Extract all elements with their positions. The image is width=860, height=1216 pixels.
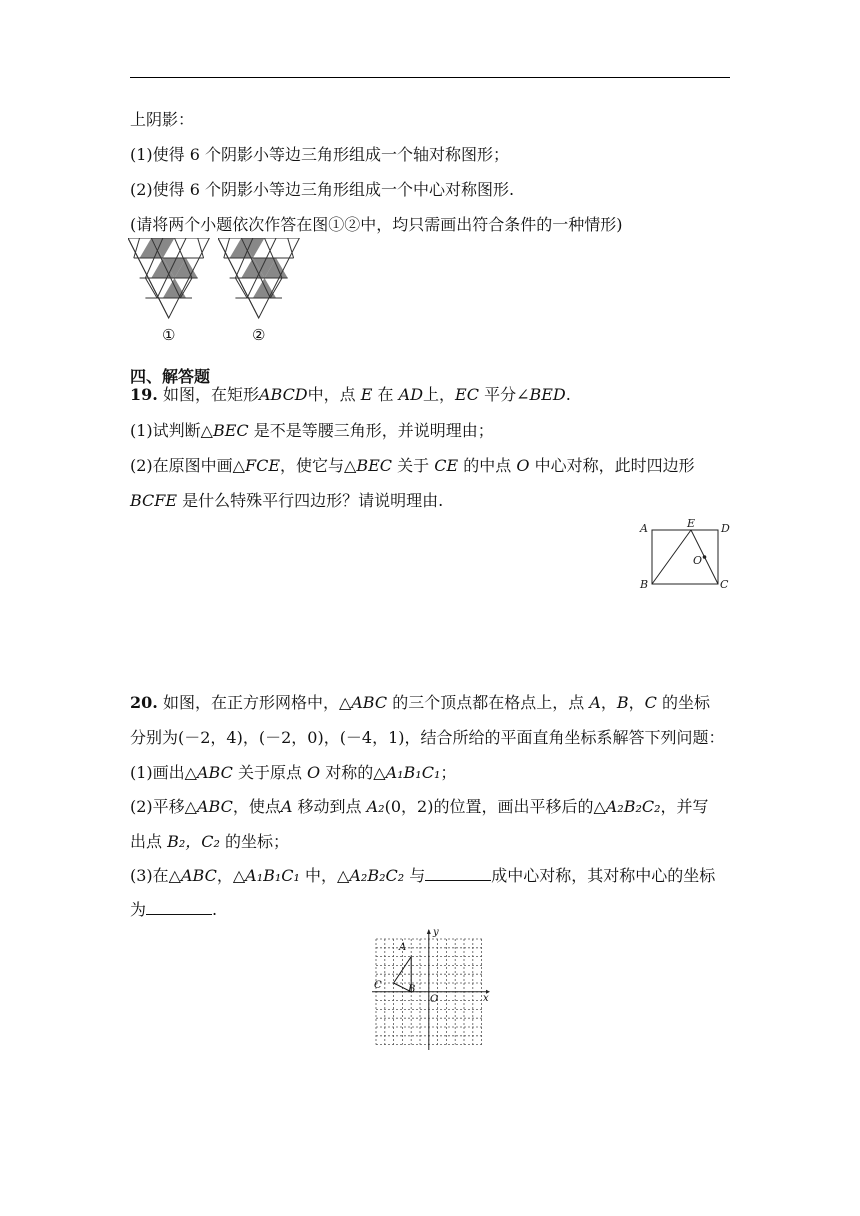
fig20-label-x: x bbox=[483, 993, 489, 1004]
q20-number: 20. bbox=[130, 693, 158, 712]
triangle-grid-figure-1 bbox=[128, 238, 212, 320]
q20-line-3: (1)画出△ABC 关于原点 O 对称的△A₁B₁C₁； bbox=[130, 763, 457, 782]
header-rule bbox=[130, 77, 730, 78]
q19-line-2: (1)试判断△BEC 是不是等腰三角形，并说明理由； bbox=[130, 421, 494, 440]
rectangle-figure bbox=[636, 518, 734, 594]
fig19-label-d: D bbox=[721, 522, 730, 535]
q19-number: 19. bbox=[130, 385, 158, 404]
fig20-label-o: O bbox=[430, 994, 439, 1005]
fig20-label-b: B bbox=[408, 984, 416, 995]
fig19-label-a: A bbox=[640, 522, 648, 535]
triangle-grid-figure-2 bbox=[218, 238, 302, 320]
q20-line-1: 20. 如图，在正方形网格中，△ABC 的三个顶点都在格点上，点 A，B，C 的坐标 bbox=[130, 693, 711, 712]
q19-line-4: BCFE 是什么特殊平行四边形？请说明理由. bbox=[130, 491, 444, 510]
intro-line-2: (1)使得 6 个阴影小等边三角形组成一个轴对称图形； bbox=[130, 145, 510, 164]
fig20-label-c: C bbox=[374, 980, 382, 991]
q19-line-1: 19. 如图，在矩形ABCD中，点 E 在 AD上，EC 平分∠BED. bbox=[130, 385, 571, 404]
fig20-label-y: y bbox=[433, 927, 439, 938]
figure-caption-1: ① bbox=[162, 326, 176, 344]
q20-line-6: (3)在△ABC，△A₁B₁C₁ 中，△A₂B₂C₂ 与 成中心对称，其对称中心的坐标 bbox=[130, 866, 716, 885]
q20-line-4: (2)平移△ABC，使点A 移动到点 A₂(0，2)的位置，画出平移后的△A₂B₂C₂，并写 bbox=[130, 797, 709, 816]
q20-line-5: 出点 B₂，C₂ 的坐标； bbox=[130, 832, 290, 851]
fig19-label-o: O bbox=[693, 554, 703, 567]
figure-caption-2: ② bbox=[252, 326, 266, 344]
intro-line-3: (2)使得 6 个阴影小等边三角形组成一个中心对称图形. bbox=[130, 180, 515, 199]
q20-line-2: 分别为(－2，4)，(－2，0)，(－4，1)，结合所给的平面直角坐标系解答下列问题： bbox=[130, 728, 725, 747]
q19-line-3: (2)在原图中画△FCE，使它与△BEC 关于 CE 的中点 O 中心对称，此时四边形 bbox=[130, 456, 695, 475]
intro-line-4: (请将两个小题依次作答在图①②中，均只需画出符合条件的一种情形) bbox=[130, 215, 623, 234]
fig19-label-e: E bbox=[687, 518, 696, 530]
fig19-label-b: B bbox=[640, 578, 649, 591]
answer-blank-2[interactable] bbox=[146, 900, 212, 915]
q20-line-7: 为 . bbox=[130, 900, 218, 919]
intro-line-1: 上阴影： bbox=[130, 110, 195, 129]
fig19-label-c: C bbox=[720, 578, 729, 591]
coordinate-grid-figure bbox=[368, 926, 494, 1052]
answer-blank-1[interactable] bbox=[425, 866, 491, 881]
fig20-label-a: A bbox=[399, 942, 407, 953]
section-heading: 四、解答题 bbox=[130, 367, 211, 386]
